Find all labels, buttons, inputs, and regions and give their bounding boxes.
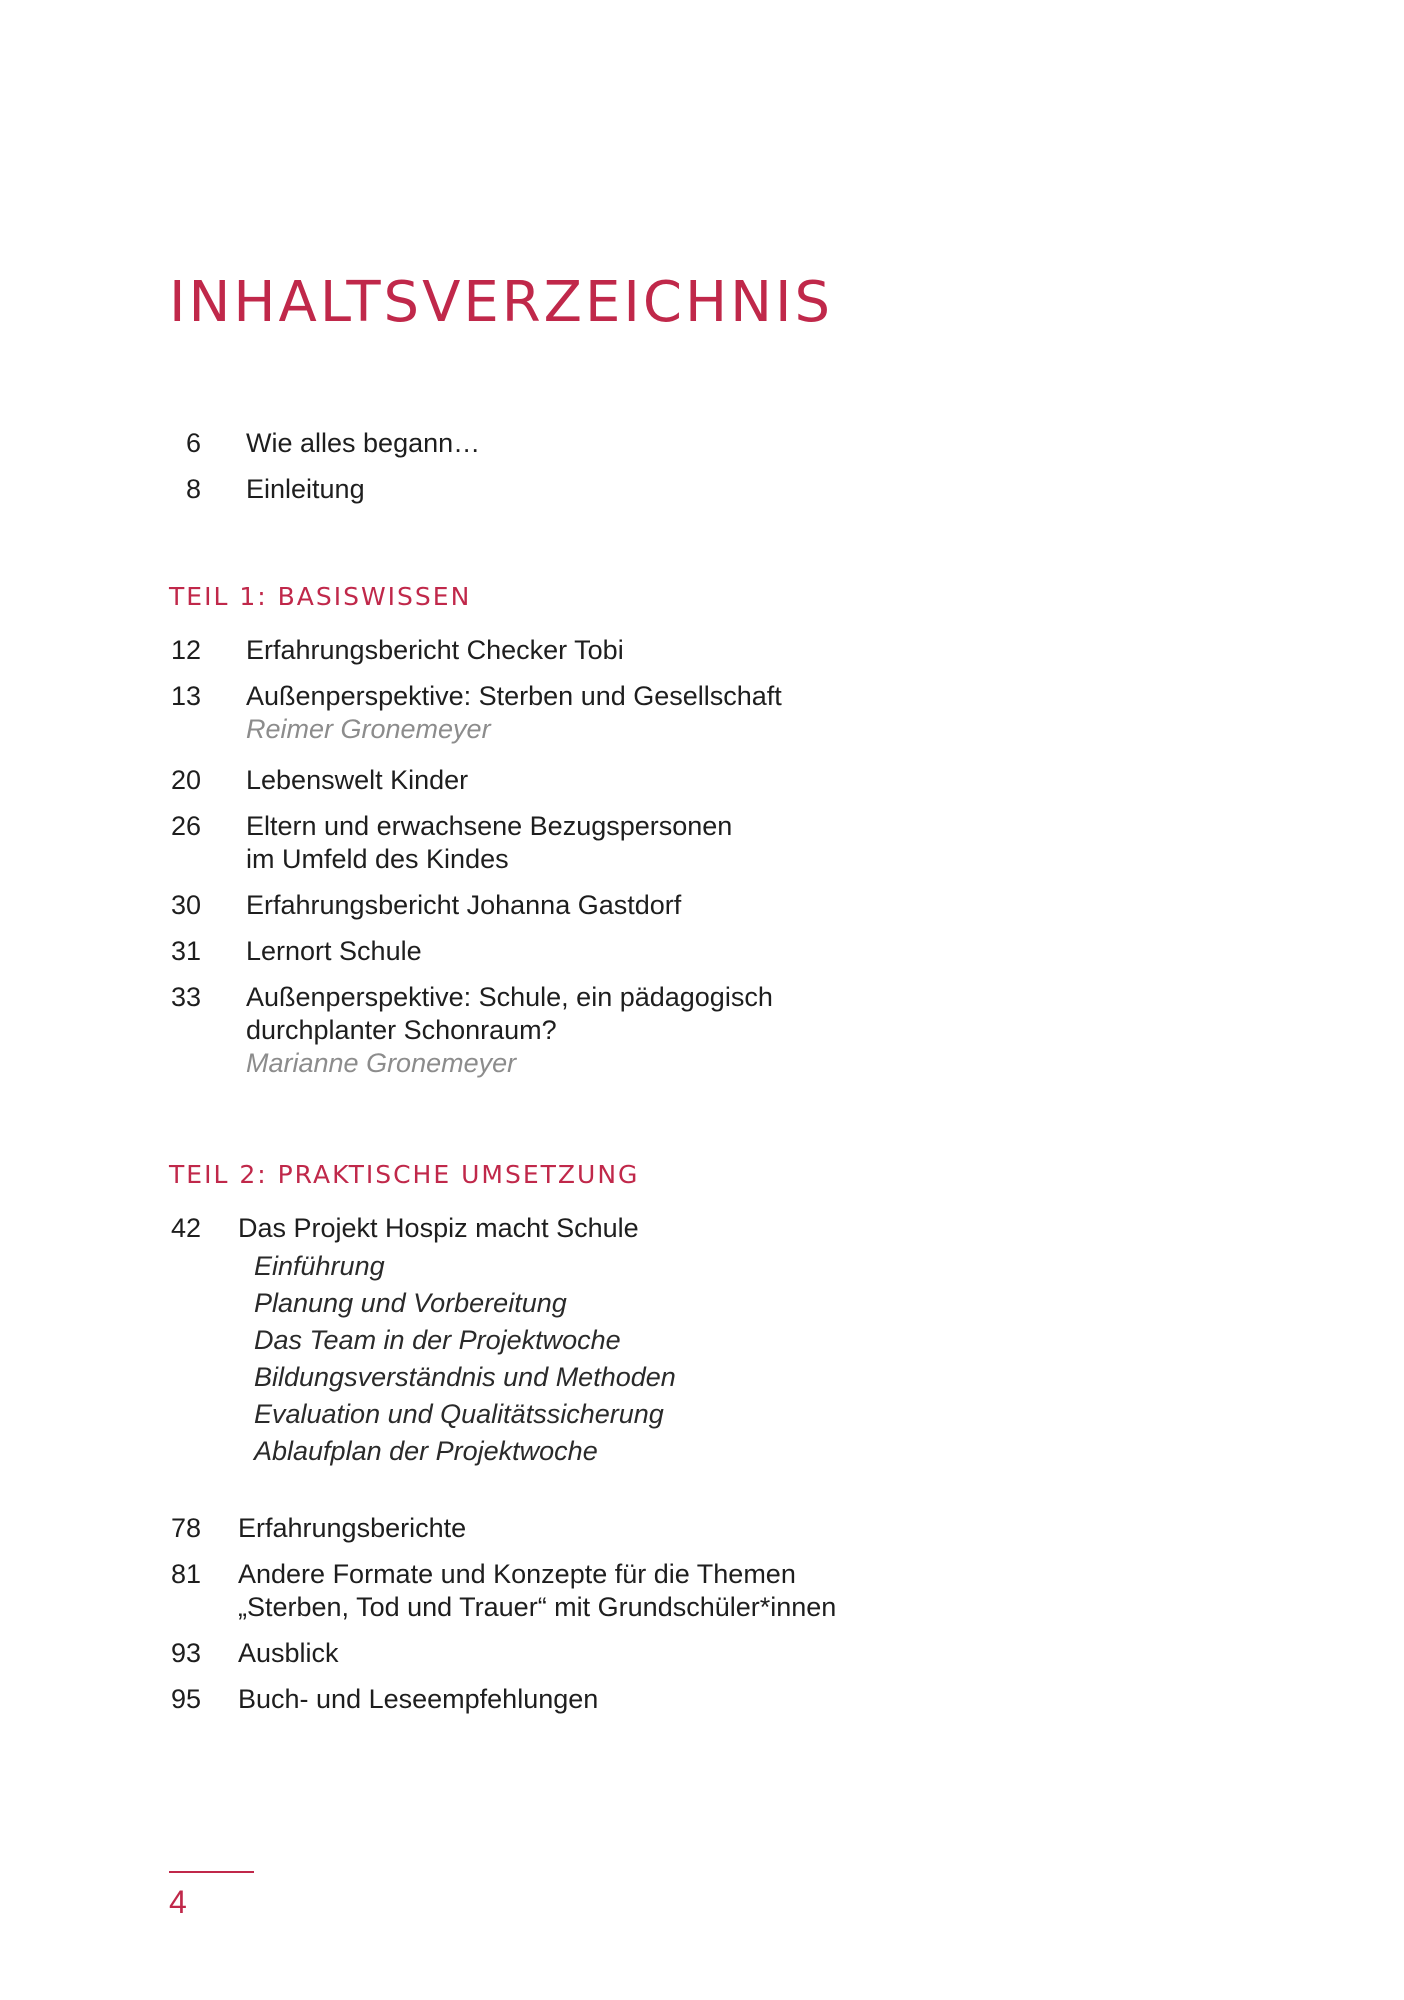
toc-entry-title: Wie alles begann… [246,428,481,458]
toc-subitem: Ablaufplan der Projektwoche [254,1436,598,1466]
toc-entry-title: Außenperspektive: Sterben und Gesellschaft [246,681,782,711]
toc-entry-author: Reimer Gronemeyer [246,714,491,744]
toc-entry-title: Erfahrungsbericht Checker Tobi [246,635,624,665]
toc-page-number: 30 [170,890,201,920]
toc-entry-title: Lernort Schule [246,936,422,966]
toc-page-number: 81 [170,1559,201,1589]
toc-page-number: 13 [170,681,201,711]
toc-page-number: 12 [170,635,201,665]
toc-entry-title-continued: im Umfeld des Kindes [246,844,509,874]
toc-subitem: Das Team in der Projektwoche [254,1325,621,1355]
toc-page-number: 93 [170,1638,201,1668]
toc-entry-title: Andere Formate und Konzepte für die Themen [238,1559,796,1589]
toc-entry-title: Erfahrungsberichte [238,1513,467,1543]
toc-entry-title: Buch- und Leseempfehlungen [238,1684,599,1714]
toc-entry-title: Eltern und erwachsene Bezugspersonen [246,811,733,841]
toc-entry-title: Das Projekt Hospiz macht Schule [238,1213,639,1243]
toc-entry-title-continued: durchplanter Schonraum? [246,1015,557,1045]
toc-entry-author: Marianne Gronemeyer [246,1048,517,1078]
toc-subitem: Bildungsverständnis und Methoden [254,1362,676,1392]
page-number: 4 [169,1884,187,1920]
toc-page-number: 78 [170,1513,201,1543]
toc-page-number: 33 [170,982,201,1012]
toc-subitem: Planung und Vorbereitung [254,1288,567,1318]
section-heading-part-2: TEIL 2: PRAKTISCHE UMSETZUNG [169,1160,640,1189]
toc-entry-title-continued: „Sterben, Tod und Trauer“ mit Grundschüler*innen [238,1592,837,1622]
toc-page-number: 6 [185,428,201,458]
toc-entry-title: Lebenswelt Kinder [246,765,469,795]
toc-page-number: 8 [185,474,201,504]
toc-page-number: 42 [170,1213,201,1243]
toc-entry-title: Ausblick [238,1638,339,1668]
toc-entry-title: Erfahrungsbericht Johanna Gastdorf [246,890,682,920]
toc-entry-title: Einleitung [246,474,365,504]
toc-entry-title: Außenperspektive: Schule, ein pädagogisch [246,982,773,1012]
footer-rule [169,1871,254,1873]
toc-subitem: Einführung [254,1251,385,1281]
section-heading-part-1: TEIL 1: BASISWISSEN [169,582,472,611]
toc-page-number: 26 [170,811,201,841]
toc-subitem: Evaluation und Qualitätssicherung [254,1399,664,1429]
toc-page-number: 20 [170,765,201,795]
page-title: INHALTSVERZEICHNIS [169,270,834,335]
toc-page-number: 95 [170,1684,201,1714]
toc-page-number: 31 [170,936,201,966]
